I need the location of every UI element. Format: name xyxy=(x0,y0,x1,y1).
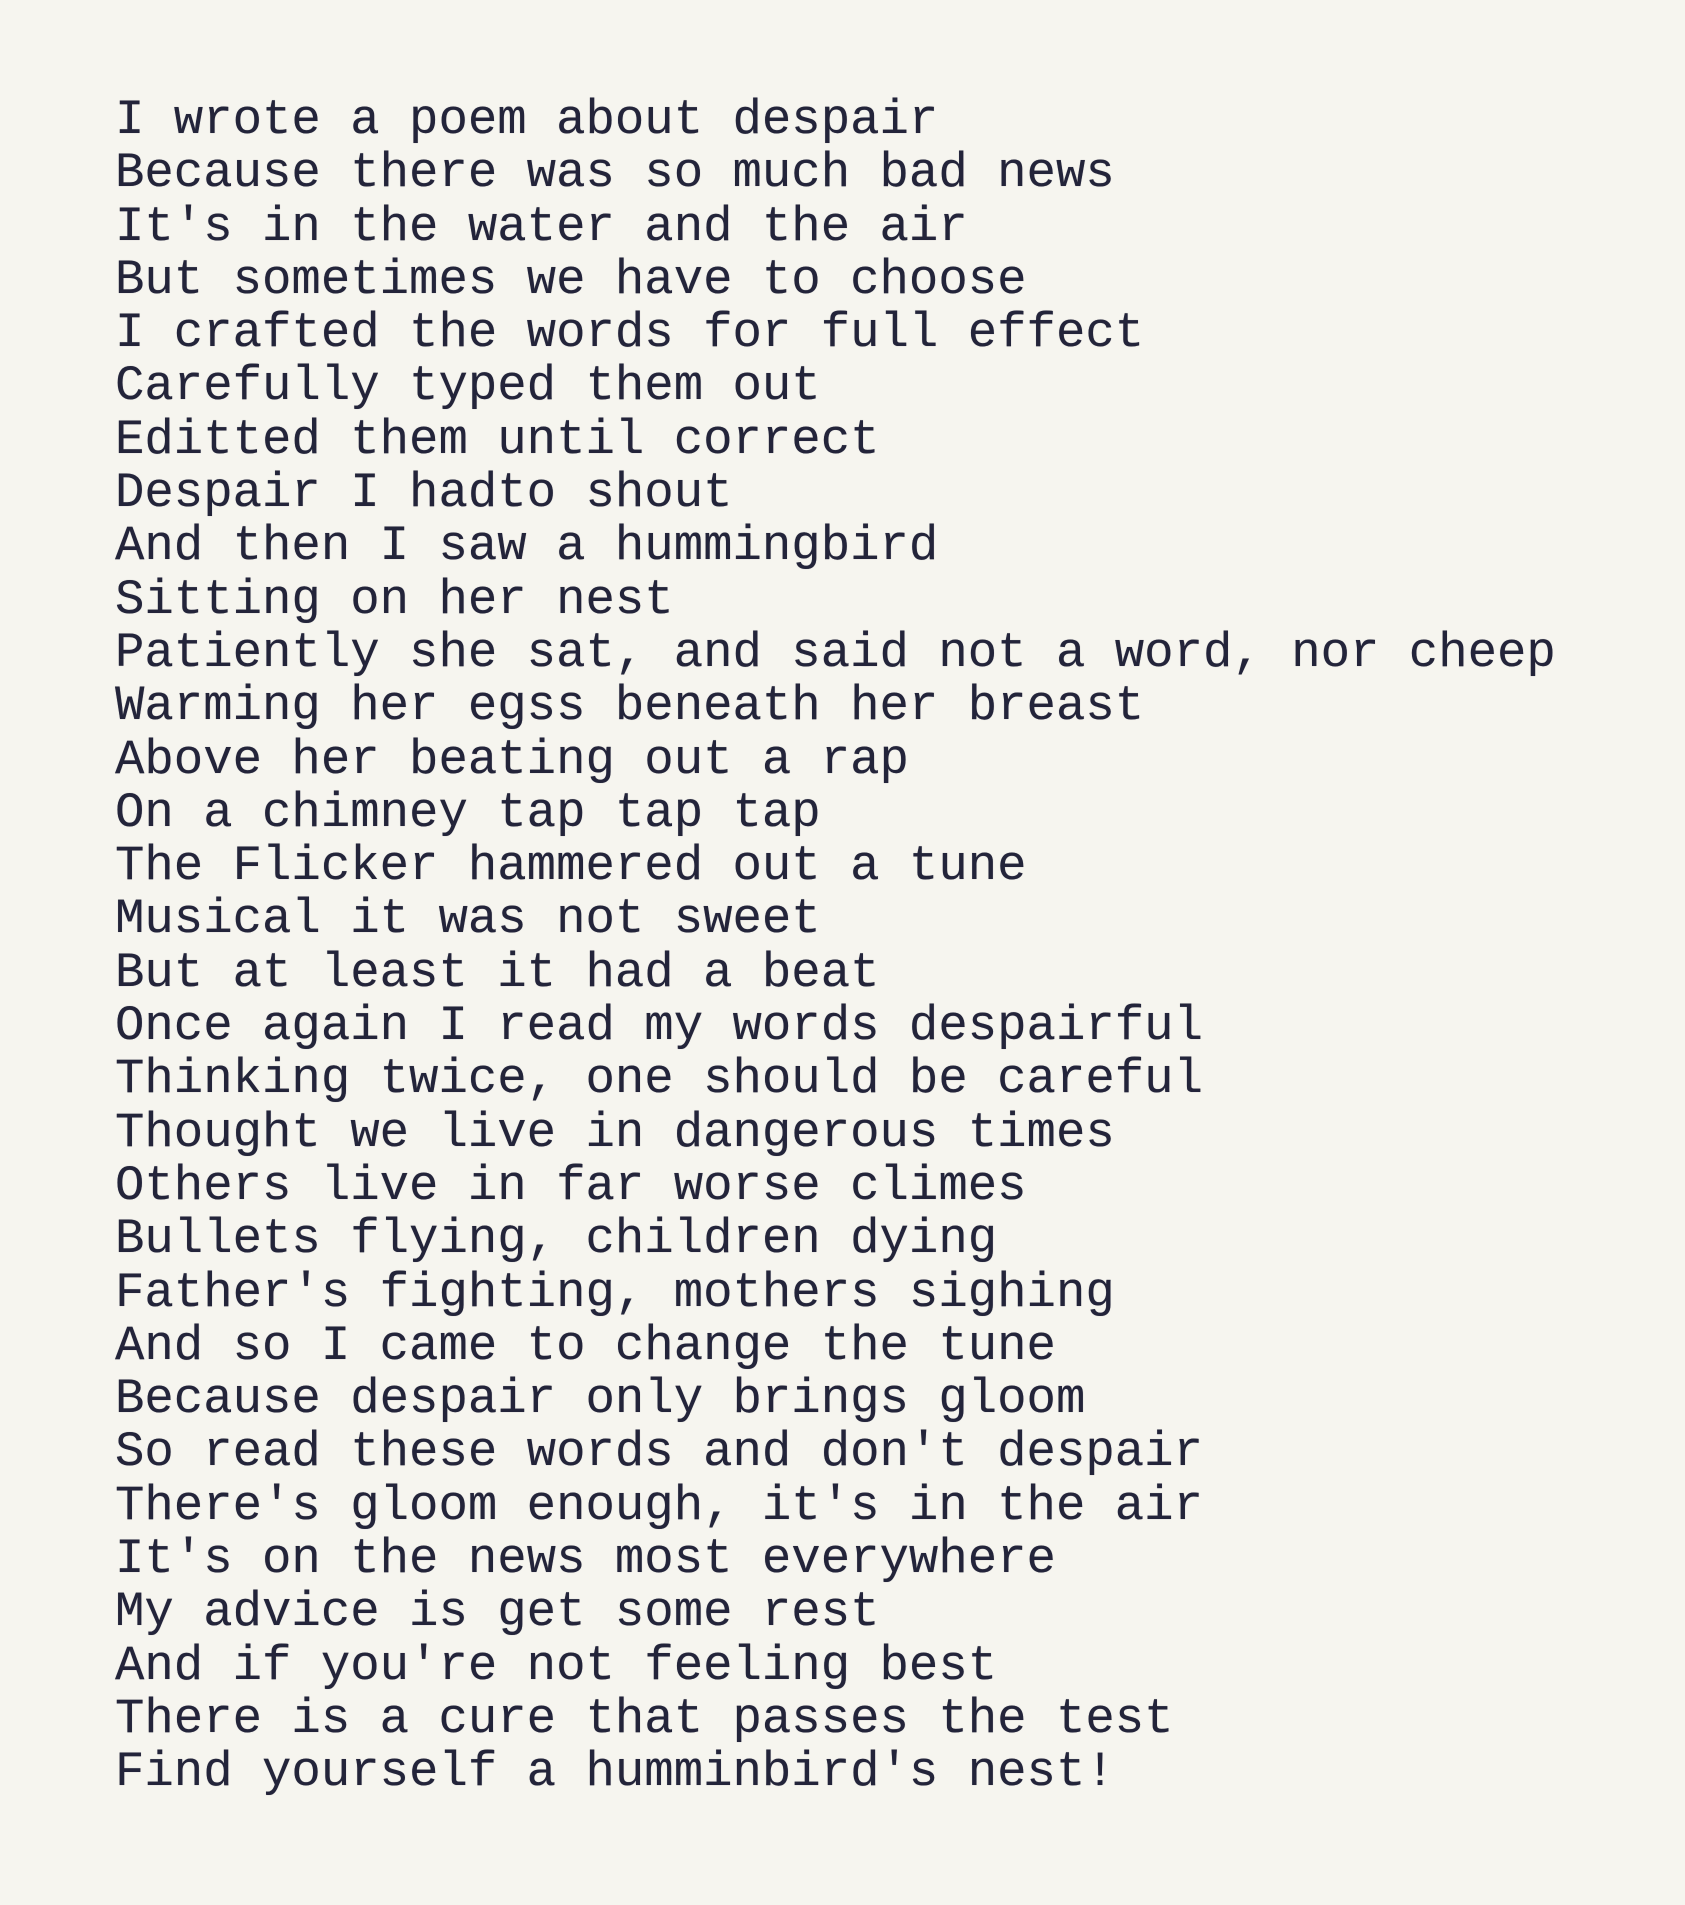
poem-line: Editted them until correct xyxy=(115,411,880,468)
poem-line: My advice is get some rest xyxy=(115,1584,880,1641)
poem-line: I crafted the words for full effect xyxy=(115,305,1145,362)
poem-line: Above her beating out a rap xyxy=(115,731,909,788)
poem-line: But sometimes we have to choose xyxy=(115,251,1027,308)
poem-line: Others live in far worse climes xyxy=(115,1157,1027,1214)
poem-line: And so I came to change the tune xyxy=(115,1317,1056,1374)
poem-line: Sitting on her nest xyxy=(115,571,674,628)
poem-line: Because despair only brings gloom xyxy=(115,1371,1086,1428)
poem-line: Father's fighting, mothers sighing xyxy=(115,1264,1115,1321)
poem-line: And if you're not feeling best xyxy=(115,1637,998,1694)
poem-line: Because there was so much bad news xyxy=(115,145,1115,202)
poem-line: Thinking twice, one should be careful xyxy=(115,1051,1203,1108)
poem-line: Despair I hadto shout xyxy=(115,465,733,522)
poem-line: Thought we live in dangerous times xyxy=(115,1104,1115,1161)
poem-line: It's in the water and the air xyxy=(115,198,968,255)
poem-text xyxy=(115,94,1556,1800)
poem-line: And then I saw a hummingbird xyxy=(115,518,939,575)
poem-line: Warming her egss beneath her breast xyxy=(115,678,1145,735)
poem-line: On a chimney tap tap tap xyxy=(115,784,821,841)
poem-line: Carefully typed them out xyxy=(115,358,821,415)
poem-line: Patiently she sat, and said not a word, nor cheep xyxy=(115,624,1556,681)
poem-line: Musical it was not sweet xyxy=(115,891,821,948)
poem-line: There's gloom enough, it's in the air xyxy=(115,1477,1203,1534)
poem-line: Once again I read my words despairful xyxy=(115,998,1203,1055)
poem-line: But at least it had a beat xyxy=(115,944,880,1001)
poem-line: Bullets flying, children dying xyxy=(115,1211,998,1268)
poem-line: It's on the news most everywhere xyxy=(115,1531,1056,1588)
poem-line: So read these words and don't despair xyxy=(115,1424,1203,1481)
poem-line: I wrote a poem about despair xyxy=(115,92,939,148)
poem-line: The Flicker hammered out a tune xyxy=(115,838,1027,895)
poem-line: Find yourself a humminbird's nest! xyxy=(115,1744,1115,1801)
poem-line: There is a cure that passes the test xyxy=(115,1690,1174,1747)
